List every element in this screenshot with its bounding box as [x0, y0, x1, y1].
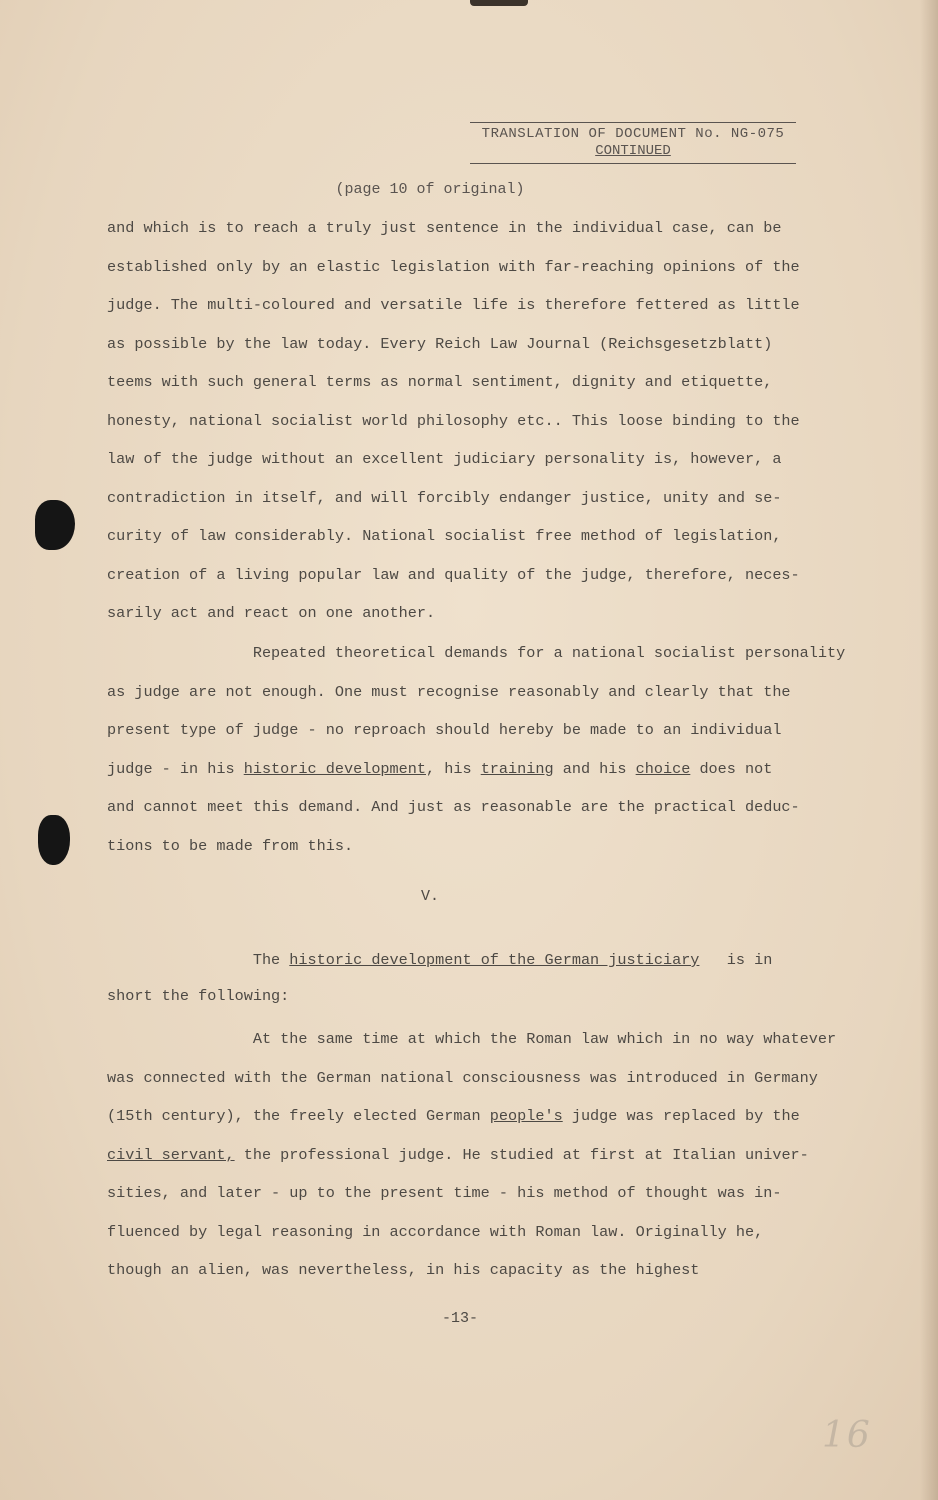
text-line: short the following:: [107, 987, 290, 1005]
text-line: The historic development of the German justiciary is in: [252, 951, 773, 969]
underlined-term: civil servant,: [107, 1145, 235, 1164]
text-line: At the same time at which the Roman law which in no way whatever: [252, 1030, 837, 1048]
text-line: as judge are not enough. One must recognise reasonably and clearly that the: [107, 682, 791, 701]
text-line: judge - in his historic development, his training and his choice does not: [107, 759, 773, 778]
underlined-term: historic development of the German justiciary: [289, 951, 700, 969]
document-header: [470, 122, 796, 164]
punch-hole-lower: [38, 815, 70, 865]
text-line: creation of a living popular law and quality of the judge, therefore, neces-: [107, 565, 800, 584]
text-line: was connected with the German national consciousness was introduced in Germany: [107, 1068, 818, 1087]
text-line: law of the judge without an excellent judiciary personality is, however, a: [107, 450, 782, 468]
text-line: present type of judge - no reproach should hereby be made to an individual: [107, 721, 782, 739]
text-line: judge. The multi-coloured and versatile life is therefore fettered as little: [107, 296, 800, 314]
text-line: tions to be made from this.: [107, 836, 354, 855]
underlined-term: historic development: [243, 759, 426, 778]
text-line: Repeated theoretical demands for a national socialist personality: [252, 644, 846, 662]
text-line: and cannot meet this demand. And just as reasonable are the practical deduc-: [107, 798, 800, 816]
page-edge-shadow: [920, 0, 938, 1500]
text-line: honesty, national socialist world philosophy etc.. This loose binding to the: [107, 411, 800, 430]
paragraph-1: [107, 209, 855, 633]
text-line: (15th century), the freely elected German people's judge was replaced by the: [107, 1107, 800, 1125]
text-line: as possible by the law today. Every Reich Law Journal (Reichsgesetzblatt): [107, 334, 773, 353]
header-rule-bottom: [470, 163, 796, 164]
text-line: established only by an elastic legislation with far-reaching opinions of the: [107, 257, 800, 276]
text-line: teems with such general terms as normal sentiment, dignity and etiquette,: [107, 373, 773, 391]
text-line: though an alien, was nevertheless, in his capacity as the highest: [107, 1261, 700, 1279]
text-line: contradiction in itself, and will forcibly endanger justice, unity and se-: [107, 488, 782, 507]
original-page-note: (page 10 of original): [335, 181, 525, 198]
header-subtitle: CONTINUED: [595, 143, 671, 159]
paragraph-4: [107, 1020, 855, 1290]
header-title: TRANSLATION OF DOCUMENT No. NG-075: [481, 126, 785, 142]
text-line: curity of law considerably. National socialist free method of legislation,: [107, 527, 782, 545]
binder-clip: [470, 0, 528, 6]
underlined-term: training: [480, 759, 554, 778]
page-number: -13-: [441, 1310, 478, 1327]
paragraph-2: [107, 634, 855, 865]
underlined-term: choice: [635, 759, 691, 778]
section-heading: V.: [420, 888, 439, 905]
text-line: civil servant, the professional judge. He studied at first at Italian univer-: [107, 1145, 809, 1164]
text-line: sarily act and react on one another.: [107, 604, 436, 622]
text-line: and which is to reach a truly just sentence in the individual case, can be: [107, 219, 782, 237]
underlined-term: people's: [489, 1107, 563, 1125]
handwritten-folio-number: 16: [822, 1415, 872, 1456]
text-line: sities, and later - up to the present time - his method of thought was in-: [107, 1184, 782, 1202]
paragraph-3: [107, 942, 855, 1014]
text-line: fluenced by legal reasoning in accordance with Roman law. Originally he,: [107, 1222, 764, 1241]
